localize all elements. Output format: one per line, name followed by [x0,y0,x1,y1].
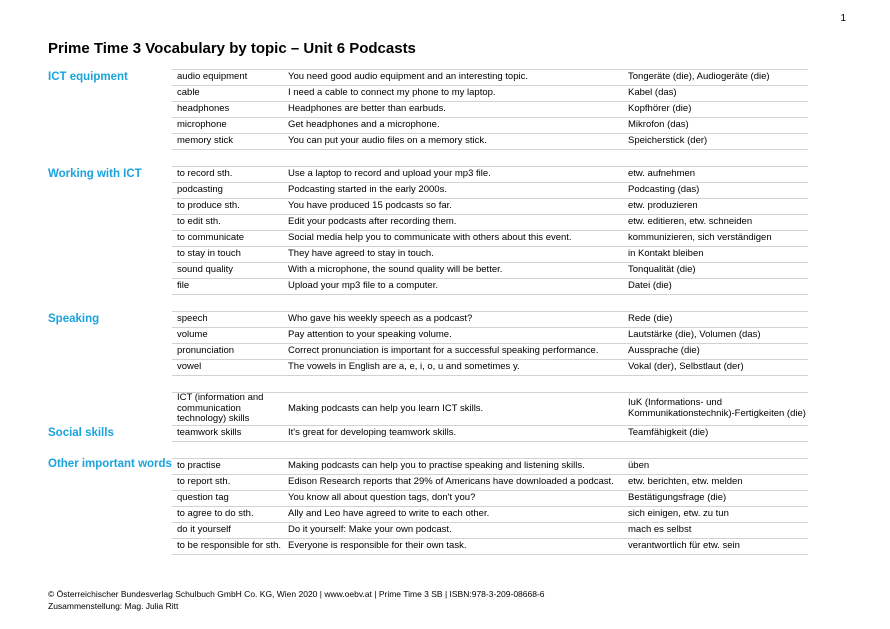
table-row [172,167,808,183]
term-cell: file [177,280,190,292]
footer-copyright: © Österreichischer Bundesverlag Schulbuch GmbH Co. KG, Wien 2020 | www.oebv.at | Prime Time 3 SB | ISBN:978-3-209-08668-6 [48,589,545,599]
page-title: Prime Time 3 Vocabulary by topic – Unit 6 Podcasts [48,40,416,57]
example-cell: You can put your audio files on a memory stick. [288,135,487,147]
table-row [172,523,808,539]
german-cell: Tongeräte (die), Audiogeräte (die) [628,71,770,83]
section-heading: ICT equipment [48,71,128,83]
german-cell: IuK (Informations- und Kommunikationstechnik)-Fertigkeiten (die) [628,397,806,419]
term-cell: speech [177,313,208,325]
section-rows [172,69,808,150]
table-row [172,247,808,263]
german-cell: Tonqualität (die) [628,264,696,276]
term-cell: ICT (information and communication technology) skills [177,392,264,424]
german-cell: in Kontakt bleiben [628,248,704,260]
table-row [172,507,808,523]
term-cell: do it yourself [177,523,231,535]
table-row [172,86,808,102]
german-cell: Kopfhörer (die) [628,103,692,115]
example-cell: Use a laptop to record and upload your mp3 file. [288,168,491,180]
table-row [172,231,808,247]
german-cell: etw. berichten, etw. melden [628,475,743,487]
term-cell: to report sth. [177,475,231,487]
term-cell: to record sth. [177,168,233,180]
table-row [172,426,808,442]
section [48,166,808,295]
term-cell: to be responsible for sth. [177,539,282,551]
german-cell: sich einigen, etw. zu tun [628,507,729,519]
term-cell: to practise [177,459,221,471]
example-cell: With a microphone, the sound quality will be better. [288,264,503,276]
german-cell: Lautstärke (die), Volumen (das) [628,329,761,341]
german-cell: üben [628,459,650,471]
term-cell: to edit sth. [177,216,221,228]
german-cell: Kabel (das) [628,87,677,99]
section-rows [172,392,808,442]
section-heading: Other important words [48,457,172,470]
example-cell: Making podcasts can help you learn ICT skills. [288,402,484,414]
table-row [172,263,808,279]
example-cell: Headphones are better than earbuds. [288,103,446,115]
term-cell: audio equipment [177,71,248,83]
german-cell: Teamfähigkeit (die) [628,426,709,438]
table-row [172,475,808,491]
page-number: 1 [840,13,846,24]
table-row [172,344,808,360]
term-cell: sound quality [177,264,233,276]
german-cell: Speicherstick (der) [628,135,708,147]
table-row [172,328,808,344]
example-cell: Everyone is responsible for their own task. [288,539,467,551]
table-row [172,102,808,118]
example-cell: Ally and Leo have agreed to write to each other. [288,507,490,519]
german-cell: Mikrofon (das) [628,119,689,131]
example-cell: I need a cable to connect my phone to my laptop. [288,87,496,99]
term-cell: vowel [177,361,202,373]
example-cell: Making podcasts can help you to practise speaking and listening skills. [288,459,585,471]
section [48,69,808,150]
example-cell: Pay attention to your speaking volume. [288,329,452,341]
example-cell: They have agreed to stay in touch. [288,248,434,260]
table-row [172,215,808,231]
term-cell: microphone [177,119,227,131]
german-cell: etw. produzieren [628,200,698,212]
section [48,458,808,555]
example-cell: Social media help you to communicate with others about this event. [288,232,572,244]
section-rows [172,166,808,295]
example-cell: It's great for developing teamwork skills. [288,426,457,438]
german-cell: Vokal (der), Selbstlaut (der) [628,361,744,373]
table-row [172,70,808,86]
term-cell: headphones [177,103,230,115]
german-cell: Aussprache (die) [628,345,700,357]
example-cell: Do it yourself: Make your own podcast. [288,523,452,535]
german-cell: verantwortlich für etw. sein [628,539,740,551]
term-cell: volume [177,329,208,341]
term-cell: to produce sth. [177,200,240,212]
example-cell: The vowels in English are a, e, i, o, u and sometimes y. [288,361,520,373]
term-cell: to agree to do sth. [177,507,254,519]
german-cell: mach es selbst [628,523,692,535]
table-row [172,183,808,199]
term-cell: podcasting [177,184,223,196]
section-heading: Speaking [48,313,100,325]
term-cell: to stay in touch [177,248,241,260]
table-row [172,279,808,295]
example-cell: You know all about question tags, don't you? [288,491,476,503]
section [48,311,808,376]
german-cell: Datei (die) [628,280,672,292]
example-cell: Podcasting started in the early 2000s. [288,184,447,196]
table-row [172,118,808,134]
vocabulary-table [48,69,808,555]
example-cell: Edison Research reports that 29% of Americans have downloaded a podcast. [288,475,614,487]
footer [48,588,545,612]
example-cell: Correct pronunciation is important for a successful speaking performance. [288,345,599,357]
german-cell: Rede (die) [628,313,673,325]
table-row [172,539,808,555]
german-cell: kommunizieren, sich verständigen [628,232,772,244]
example-cell: You have produced 15 podcasts so far. [288,200,452,212]
section-rows [172,458,808,555]
example-cell: Who gave his weekly speech as a podcast? [288,313,473,325]
term-cell: cable [177,87,200,99]
term-cell: pronunciation [177,345,235,357]
example-cell: Get headphones and a microphone. [288,119,440,131]
section-heading: Social skills [48,427,114,439]
table-row [172,459,808,475]
section-rows [172,311,808,376]
german-cell: etw. editieren, etw. schneiden [628,216,753,228]
example-cell: Upload your mp3 file to a computer. [288,280,438,292]
german-cell: Bestätigungsfrage (die) [628,491,727,503]
term-cell: memory stick [177,135,233,147]
table-row [172,312,808,328]
table-row [172,199,808,215]
footer-compiler: Zusammenstellung: Mag. Julia Ritt [48,601,179,611]
table-row [172,491,808,507]
german-cell: Podcasting (das) [628,184,700,196]
section [48,392,808,442]
term-cell: to communicate [177,232,245,244]
table-row [172,134,808,150]
table-row [172,393,808,426]
example-cell: Edit your podcasts after recording them. [288,216,457,228]
term-cell: question tag [177,491,229,503]
example-cell: You need good audio equipment and an interesting topic. [288,71,528,83]
german-cell: etw. aufnehmen [628,168,696,180]
term-cell: teamwork skills [177,426,242,438]
table-row [172,360,808,376]
section-heading: Working with ICT [48,168,142,180]
